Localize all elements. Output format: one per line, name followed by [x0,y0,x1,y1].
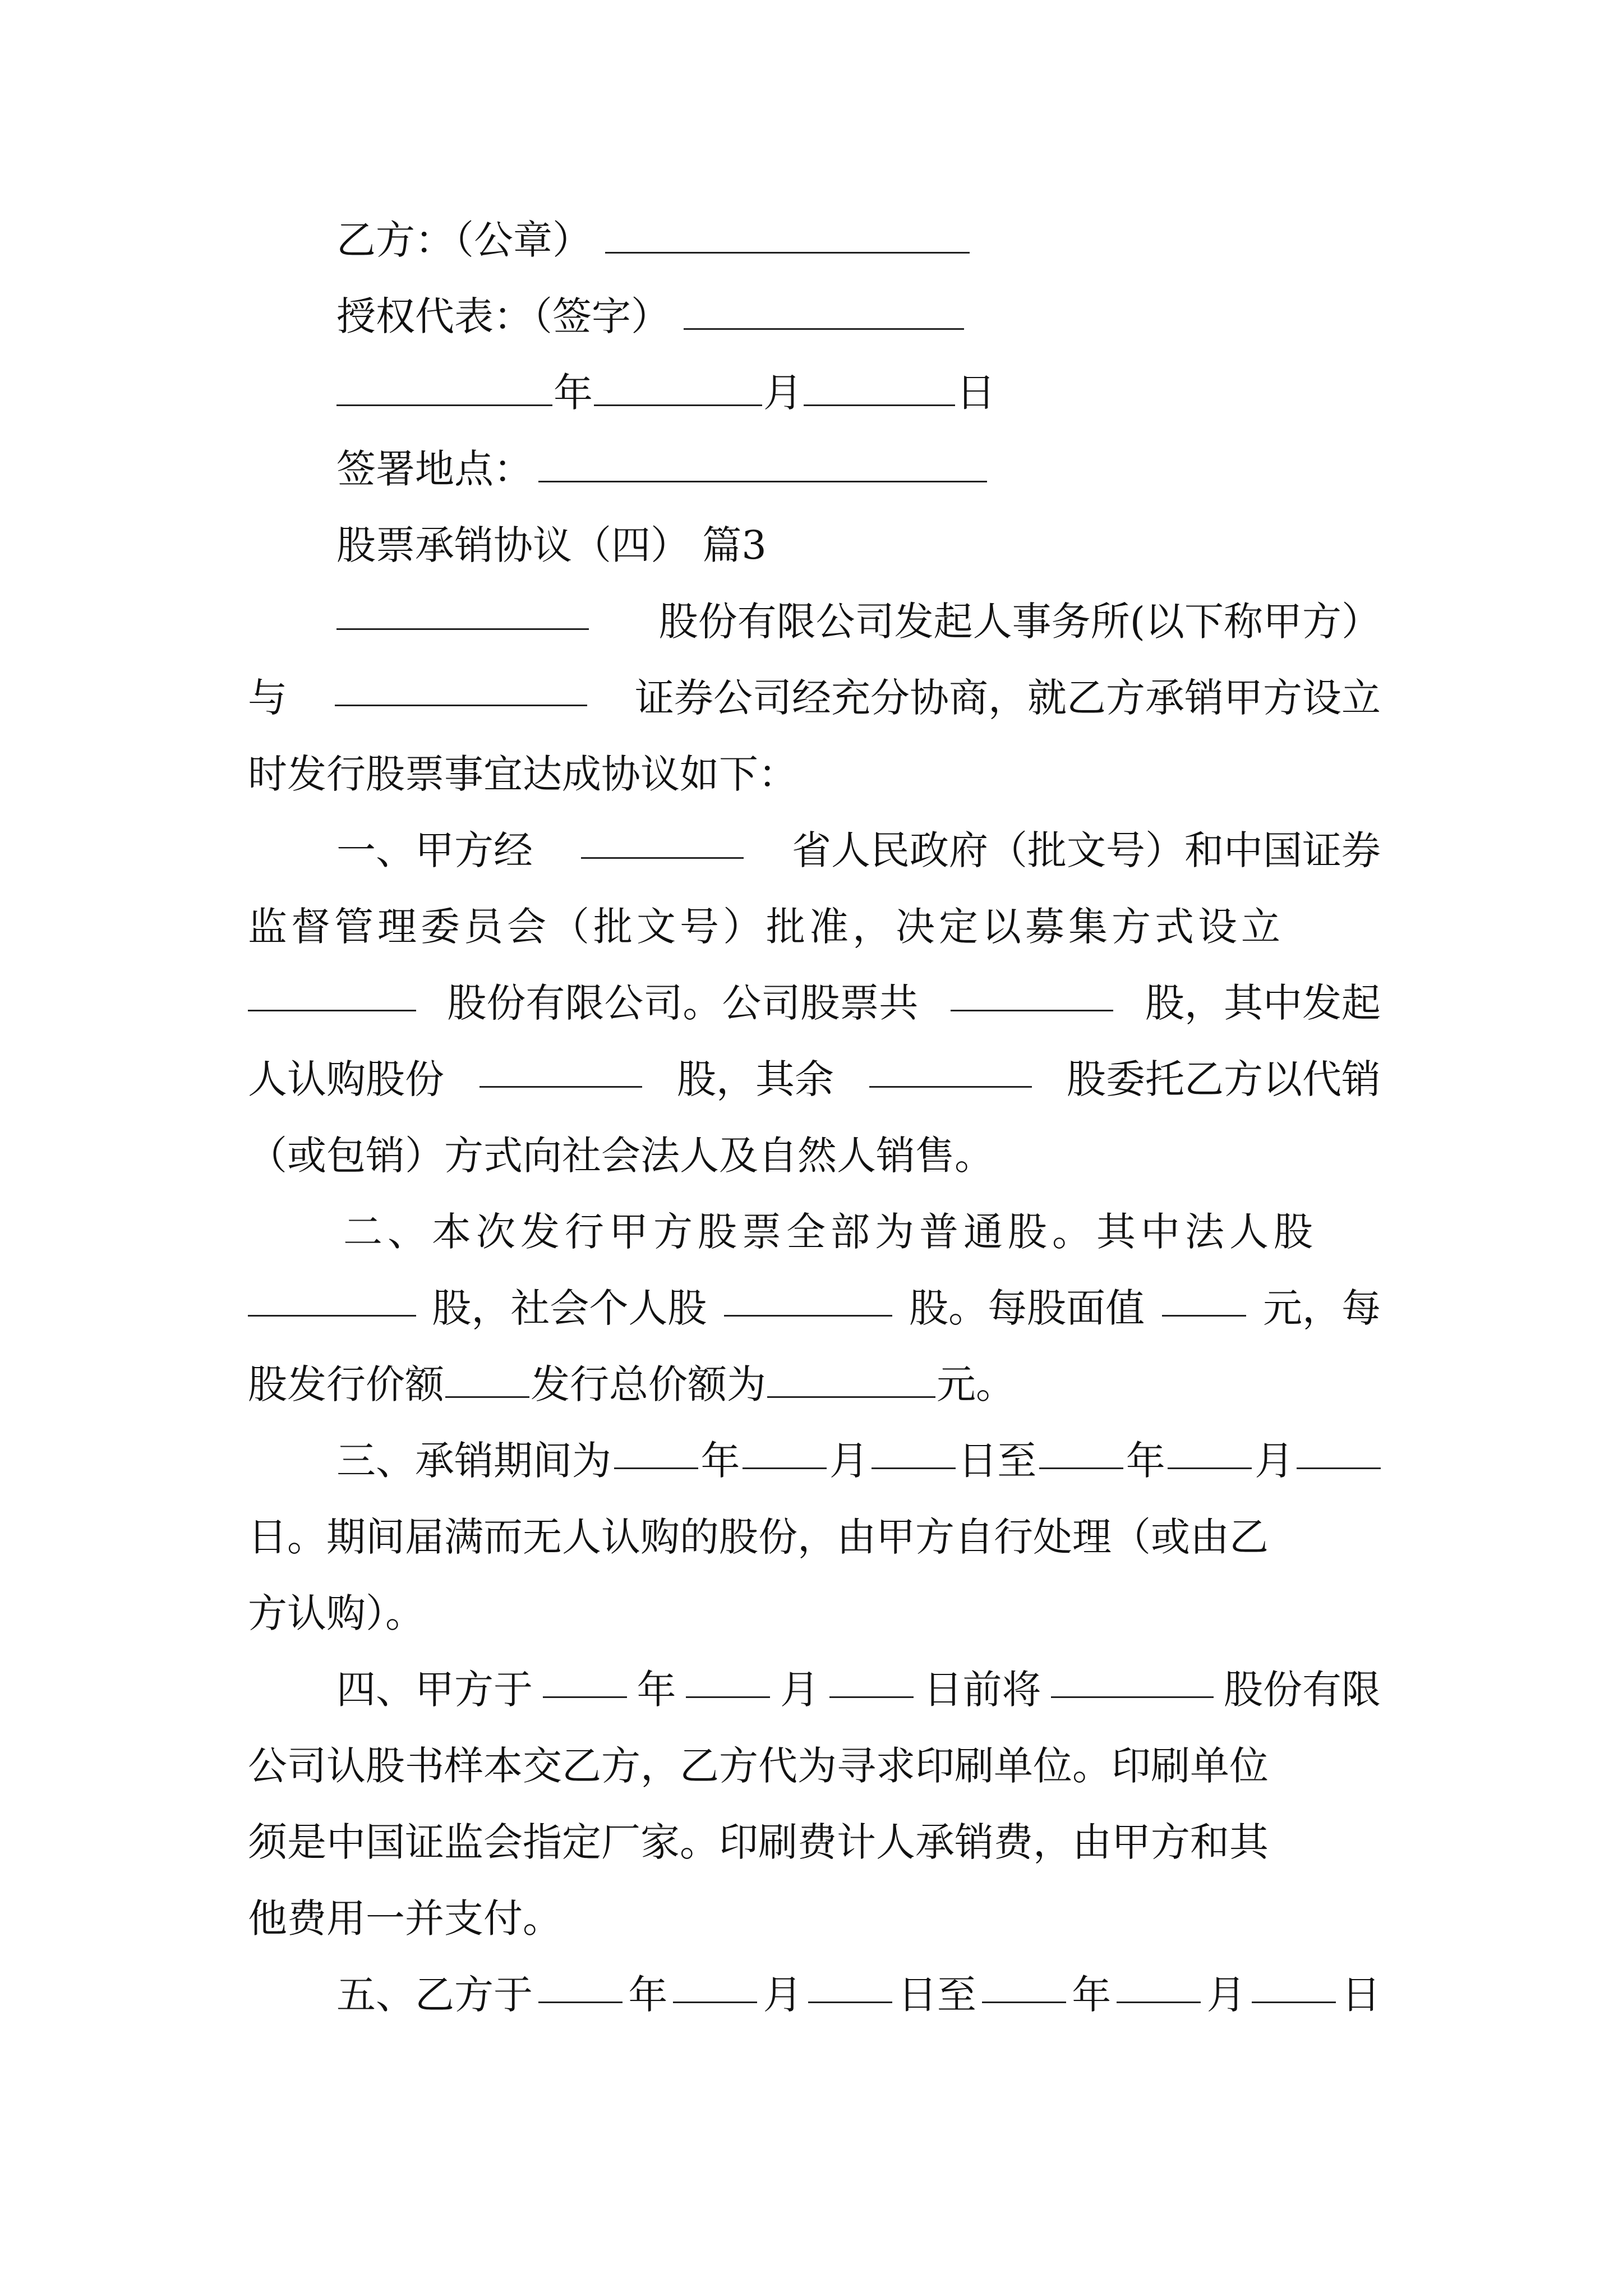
clause1-line-2: 监督管理委员会（批文号）批准，决定以募集方式设立 [248,904,1284,950]
clause4-line-1: 四、甲方于 年 月 日前将 股份有限 [336,1662,1381,1718]
clause1-line-3: 股份有限公司。公司股票共 股，其中发起 [248,975,1381,1031]
section-title: 股票承销协议（四） 篇3 [336,522,767,568]
party-b-seal-blank [605,217,970,254]
deadline-month-blank [686,1662,770,1698]
issue-price-blank [445,1361,529,1398]
province-blank [581,822,744,859]
year-blank [336,370,552,406]
c5-end-year-blank [982,1967,1066,2003]
sign-date-line [336,365,995,421]
end-day-blank [1297,1433,1381,1469]
company-name-blank [336,593,589,630]
c5-start-day-blank [808,1967,892,2003]
clause2-line-1: 二、本次发行甲方股票全部为普通股。其中法人股 [343,1209,1318,1255]
clause1-line-5: （或包销）方式向社会法人及自然人销售。 [248,1133,994,1179]
start-month-blank [743,1433,827,1469]
intro-line-2: 与 证券公司经充分协商，就乙方承销甲方设立 [248,670,1381,726]
clause3-line-3: 方认购）。 [248,1590,425,1636]
end-month-blank [1168,1433,1252,1469]
clause2-line-3: 股发行价额 发行总价额为 元。 [248,1361,1015,1407]
sign-place-label: 签署地点： [336,446,533,492]
authorized-rep-blank [684,293,964,330]
clause4-line-4: 他费用一并支付。 [248,1895,562,1941]
founder-shares-blank [479,1051,642,1088]
date-day-label: 日 [956,370,995,416]
c5-end-day-blank [1252,1967,1336,2003]
authorized-rep-label: 授权代表：（签字） [336,293,670,339]
securities-company-blank [335,670,587,706]
date-month-label: 月 [763,370,803,416]
clause3-line-1: 三、承销期间为 年 月 日至 年 月 [336,1433,1381,1489]
c5-end-month-blank [1117,1967,1201,2003]
deadline-day-blank [829,1662,914,1698]
total-price-blank [767,1361,935,1398]
clause5-line-1: 五、乙方于 年 月 日至 年 月 日 [336,1967,1381,2023]
company-name-blank-2 [1051,1662,1214,1698]
clause3-line-2: 日。期间届满而无人认购的股份，由甲方自行处理（或由乙 [248,1514,1269,1560]
company-blank [248,975,416,1011]
authorized-rep-line [336,288,965,344]
end-year-blank [1039,1433,1123,1469]
par-value-blank [1162,1280,1246,1317]
total-shares-blank [951,975,1113,1011]
party-b-seal-line [336,212,971,268]
start-day-blank [872,1433,956,1469]
deadline-year-blank [543,1662,627,1698]
clause4-line-2: 公司认股书样本交乙方，乙方代为寻求印刷单位。印刷单位 [248,1743,1269,1789]
c5-start-year-blank [538,1967,623,2003]
intro-line-3: 时发行股票事宜达成协议如下： [248,751,797,797]
start-year-blank [614,1433,698,1469]
clause2-line-2: 股，社会个人股 股。每股面值 元，每 [248,1280,1381,1336]
individual-shares-blank [724,1280,892,1317]
legal-person-shares-blank [248,1280,416,1317]
remaining-shares-blank [869,1051,1032,1088]
day-blank [804,370,955,406]
clause1-line-1: 一、甲方经 省人民政府（批文号）和中国证券 [336,822,1381,878]
party-b-seal-label: 乙方：（公章） [336,217,592,263]
c5-start-month-blank [673,1967,757,2003]
month-blank [594,370,762,406]
sign-place-line [336,441,988,497]
clause1-line-4: 人认购股份 股，其余 股委托乙方以代销 [248,1051,1381,1107]
sign-place-blank [538,446,987,482]
clause4-line-3: 须是中国证监会指定厂家。印刷费计人承销费，由甲方和其 [248,1819,1269,1865]
intro-line-1: 股份有限公司发起人事务所(以下称甲方） [336,593,1381,650]
date-year-label: 年 [554,370,593,416]
